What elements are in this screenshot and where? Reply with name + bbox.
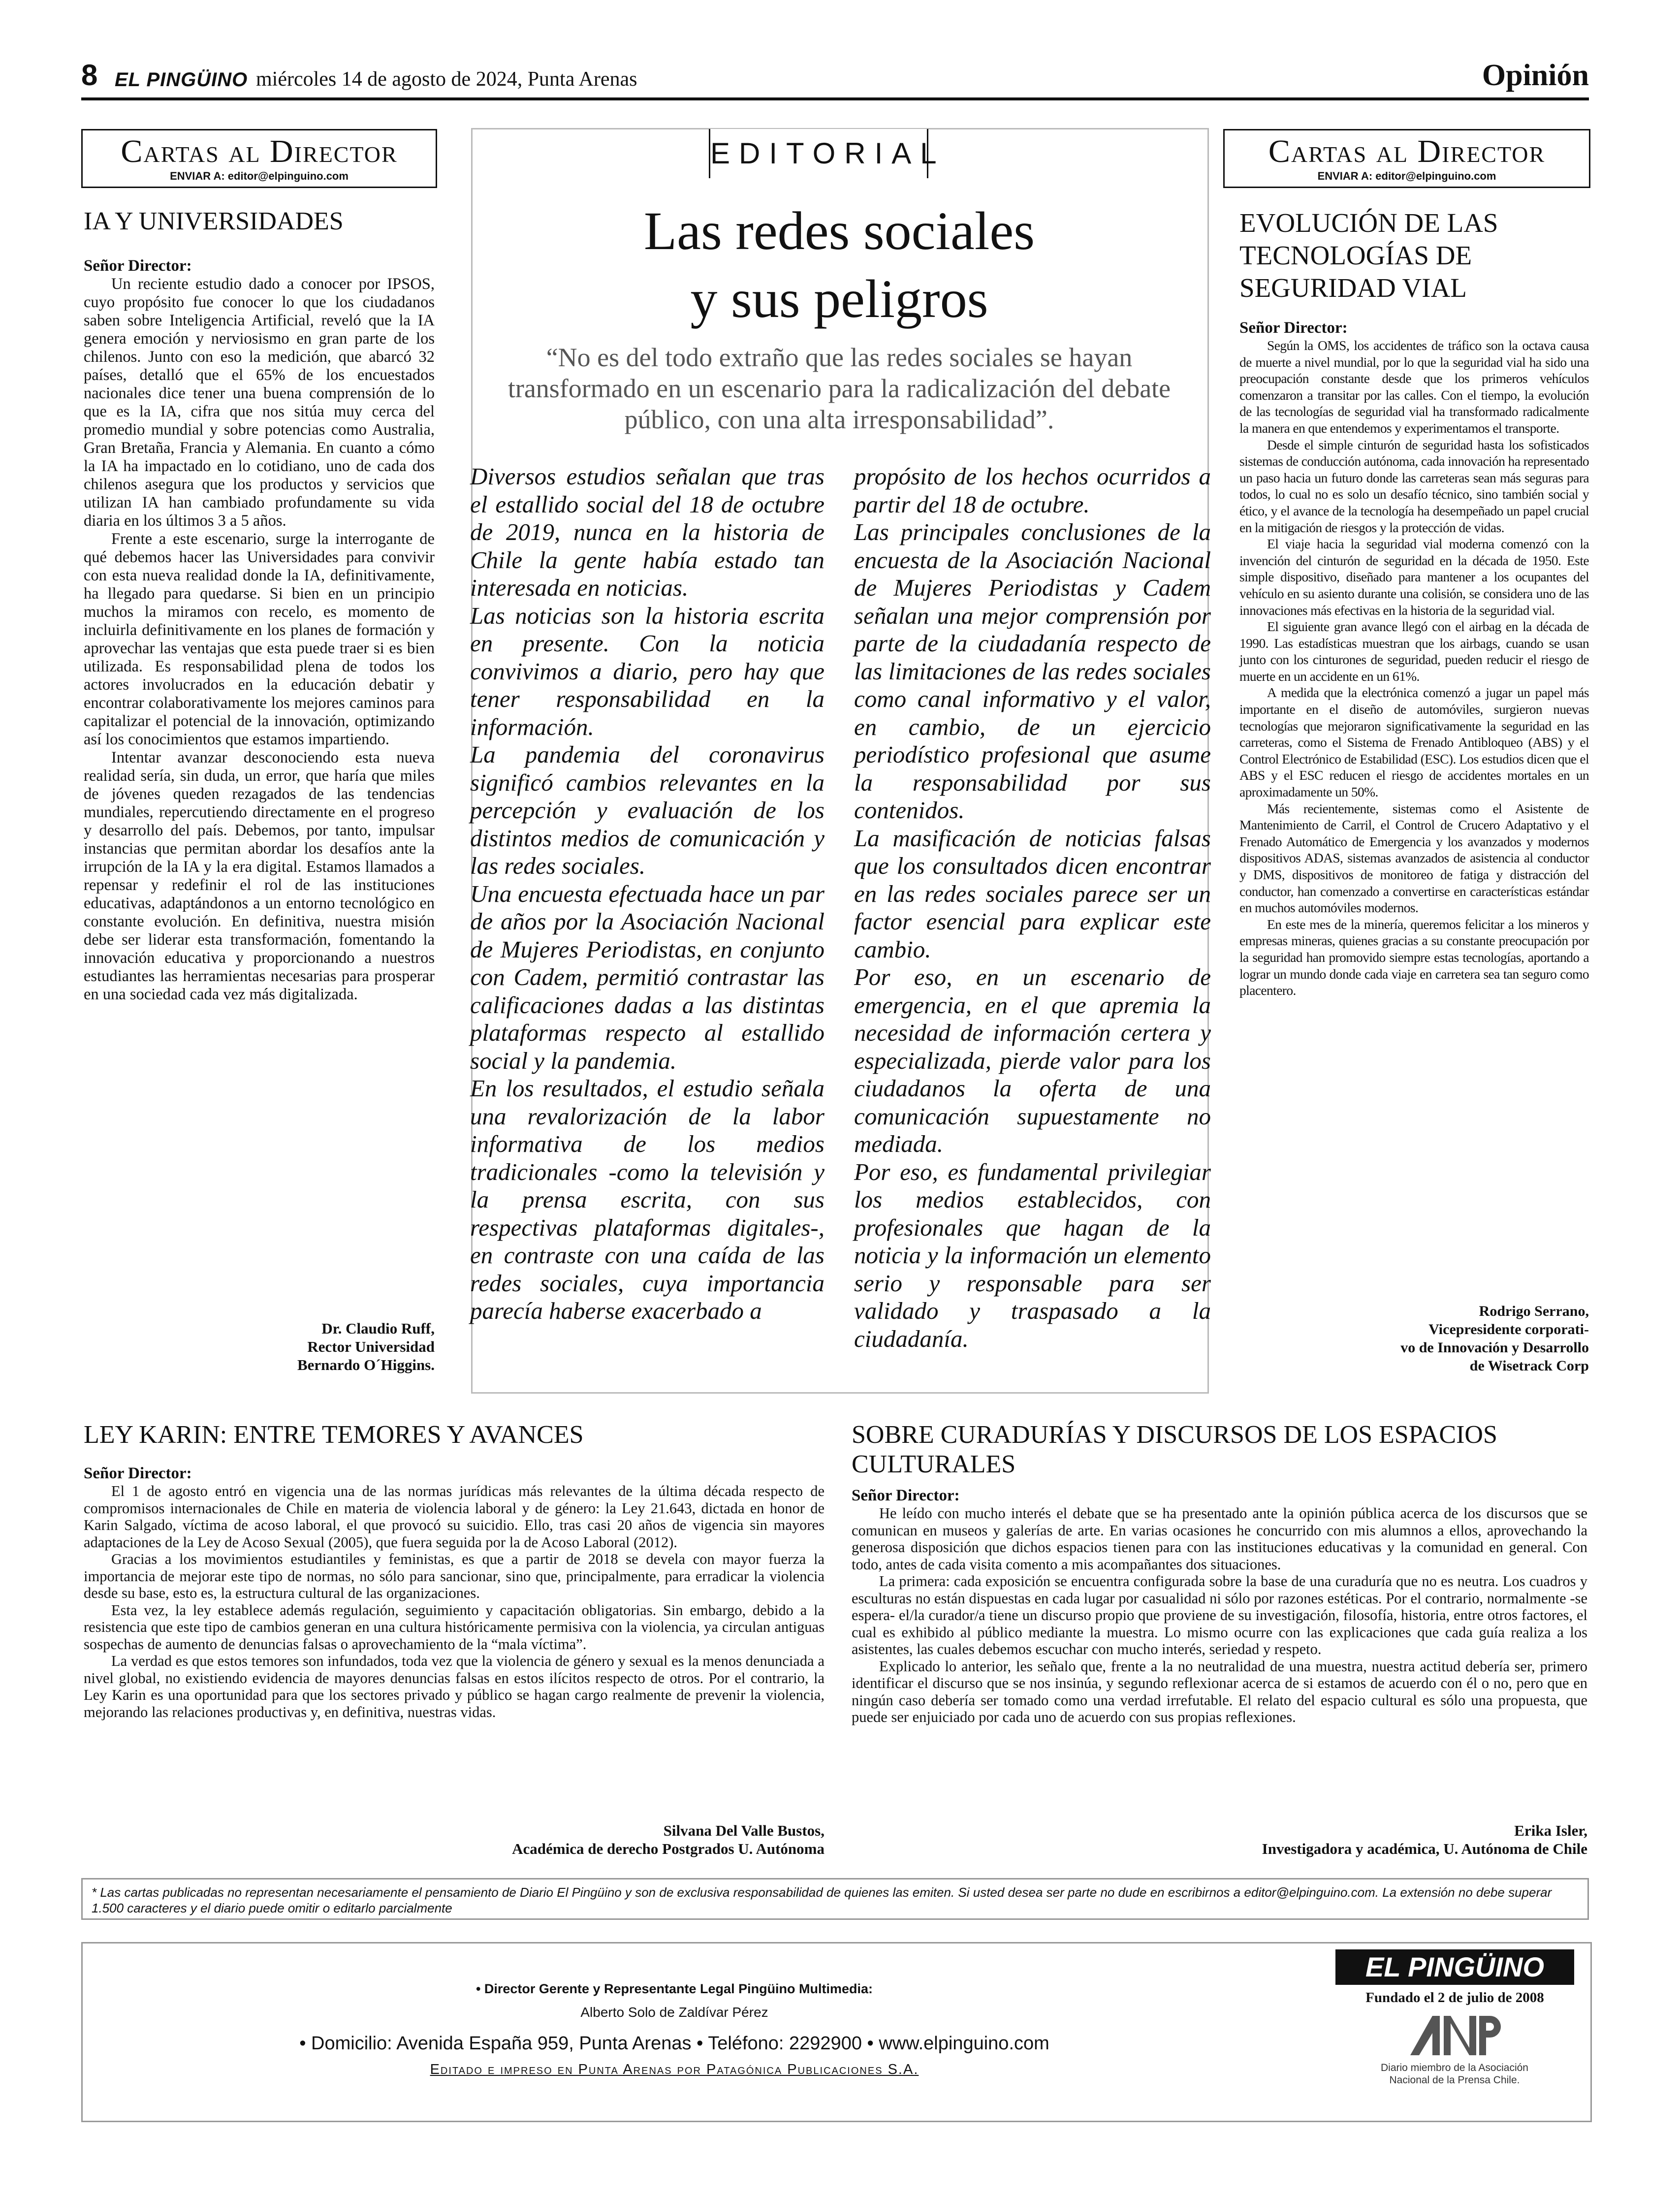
anp-caption-line: Nacional de la Prensa Chile. <box>1389 2074 1520 2086</box>
paragraph: El 1 de agosto entró en vigencia una de las normas jurídicas más relevantes de la última década respecto de compromisos internacionales de Chile en materia de violencia laboral y de género: la Ley 21.643, dictada en honor de Karin Salgado, víctima de acoso laboral, el que provocó su suicidio. Ello, tras casi 20 años de vigencia sin mayores adaptaciones de la Ley de Acoso Sexual (2005), que fuera seguida por la de Acoso Laboral (2012). <box>84 1483 824 1551</box>
letter-title <box>852 1420 1590 1479</box>
paragraph: Según la OMS, los accidentes de tráfico son la octava causa de muerte a nivel mundial, por lo que la seguridad vial ha sido una preocupación constante desde que los primeros vehículos comenzaron a transitar por las calles. Con el tiempo, la evolución de las tecnologías de seguridad vial ha transformado radicalmente la manera en que entendemos y experimentamos el transporte. <box>1239 338 1589 436</box>
cartas-email: ENVIAR A: editor@elpinguino.com <box>1317 170 1496 182</box>
letter-signature <box>84 1319 435 1374</box>
editorial-pull-quote: “No es del todo extraño que las redes sociales se hayan transformado en un escenario para la radicalización del debate público, con una alta irresponsabilidad”. <box>507 343 1171 434</box>
letter-title-line: SOBRE CURADURÍAS Y DISCURSOS DE LOS ESPACIOS <box>852 1421 1497 1449</box>
anp-logo-icon <box>1405 2013 1504 2058</box>
anp-caption-line: Diario miembro de la Asociación <box>1381 2062 1528 2073</box>
editorial-title-line: Las redes sociales <box>643 201 1035 261</box>
signature-line: Erika Isler, <box>1514 1822 1587 1839</box>
signature-line: Rector Universidad <box>307 1338 435 1355</box>
letter-body <box>1239 319 1589 999</box>
director-label: • Director Gerente y Representante Legal Pingüino Multimedia: <box>475 1981 873 1996</box>
letter-title: LEY KARIN: ENTRE TEMORES Y AVANCES <box>84 1421 584 1449</box>
cartas-box-right <box>1223 129 1590 188</box>
salutation: Señor Director: <box>1239 319 1348 337</box>
editorial-paragraph: Una encuesta efectuada hace un par de años por la Asociación Nacional de Mujeres Periodistas, en conjunto con Cadem, permitió contrastar las calificaciones dadas a las distintas plataformas respecto al estallido social y la pandemia. <box>470 880 824 1074</box>
date-line: miércoles 14 de agosto de 2024, Punta Arenas <box>256 68 637 91</box>
editorial-column-1 <box>470 463 824 1325</box>
paragraph: He leído con mucho interés el debate que se ha presentado ante la opinión pública acerca de los discursos que se comunican en museos y galerías de arte. En varias ocasiones he concurrido con mis alumnos a ellos, aprovechando la generosa disposición que dichos espacios tienen para con las instituciones educativas y la comunidad en general. Con todo, antes de cada visita comento a mis acompañantes dos situaciones. <box>852 1505 1587 1573</box>
paragraph: Desde el simple cinturón de seguridad hasta los sofisticados sistemas de conducción autónoma, cada innovación ha representado un paso hacia un futuro donde las carreteras sean más seguras para todos, lo cual no es solo un desafío técnico, sino también social y ético, y el avance de la tecnología ha desempeñado un papel crucial en la mitigación de riesgos y la protección de vidas. <box>1239 437 1589 535</box>
editorial-paragraph: En los resultados, el estudio señala una revalorización de la labor informativa de los medios tradicionales -como la televisión y la prensa escrita, con sus respectivas plataformas digitales-, en contraste con una caída de las redes sociales, cuya importancia parecía haberse exacerbado a <box>470 1075 824 1324</box>
letter-title-line: CULTURALES <box>852 1450 1016 1478</box>
signature-line: Silvana Del Valle Bustos, <box>663 1822 824 1839</box>
paragraph: La primera: cada exposición se encuentra configurada sobre la base de una curaduría que no es neutra. Los cuadros y esculturas no están dispuestas en cada lugar por casualidad ni sólo por razones estéticas. Por el contrario, normalmente -se espera- el/la curador/a tiene un discurso propio que proviene de su investigación, filosofía, historia, entre otros factores, el cual es exhibido al público mediante la muestra. Lo mismo ocurre con las explicaciones que cada guía realiza a los asistentes, las cuales debemos escuchar con mucho interés, seriedad y respeto. <box>852 1573 1587 1657</box>
editorial-paragraph: La pandemia del coronavirus significó cambios relevantes en la percepción y evaluación de los distintos medios de comunicación y las redes sociales. <box>470 741 824 879</box>
signature-line: vo de Innovación y Desarrollo <box>1400 1339 1589 1356</box>
letter-title <box>1239 207 1589 304</box>
letter-title: IA Y UNIVERSIDADES <box>84 207 344 235</box>
fundado-line: Fundado el 2 de julio de 2008 <box>1365 1990 1544 2006</box>
cartas-box-left <box>81 129 437 188</box>
masthead-logo: EL PINGÜINO <box>115 69 248 91</box>
section-title: Opinión <box>1482 59 1589 92</box>
editorial-paragraph: Las noticias son la historia escrita en presente. Con la noticia convivimos a diario, pero hay que tener responsabilidad en la información. <box>470 602 824 740</box>
letter-body <box>84 1465 824 1720</box>
paragraph: El viaje hacia la seguridad vial moderna comenzó con la invención del cinturón de seguridad en la década de 1950. Este simple dispositivo, diseñado para mantener a los ocupantes del vehículo en su asiento durante una colisión, se considera uno de las innovaciones más efectivas en la historia de la seguridad vial. <box>1239 536 1589 618</box>
editorial-paragraph: La masificación de noticias falsas que los consultados dicen encontrar en las redes sociales parece ser un factor esencial para explicar este cambio. <box>854 824 1211 963</box>
editorial-paragraph: Diversos estudios señalan que tras el estallido social del 18 de octubre de 2019, nunca en la historia de Chile la gente había estado tan interesada en noticias. <box>470 463 824 601</box>
editorial-paragraph: Las principales conclusiones de la encuesta de la Asociación Nacional de Mujeres Periodistas y Cadem señalan una mejor comprensión por parte de la ciudadanía respecto de las limitaciones de las redes sociales como canal informativo y el valor, en cambio, de un ejercicio periodístico profesional que asume la responsabilidad por sus contenidos. <box>854 518 1211 824</box>
contact-line: • Domicilio: Avenida España 959, Punta Arenas • Teléfono: 2292900 • www.elpinguino.com <box>299 2033 1049 2054</box>
salutation: Señor Director: <box>852 1487 960 1504</box>
editorial-paragraph: Por eso, en un escenario de emergencia, en el que apremia la necesidad de información certera y especializada, pierde valor para los ciudadanos la oferta de una comunicación supuestamente no mediada. <box>854 963 1211 1157</box>
paragraph: Gracias a los movimientos estudiantiles y feministas, es que a partir de 2018 se devela con mayor fuerza la importancia de mejorar este tipo de normas, no sólo para sancionar, sino que, principalmente, para erradicar la violencia desde su base, esto es, la estructura cultural de las organizaciones. <box>84 1551 824 1601</box>
paragraph: La verdad es que estos temores son infundados, toda vez que la violencia de género y sexual es la menos denunciada a nivel global, no existiendo evidencia de mayores denuncias falsas en estos ilícitos respecto de otros. Por el contrario, la Ley Karin es una oportunidad para que los sectores privado y público se hagan cargo realmente de prevenir la violencia, mejorando las relaciones productivas y, en definitiva, nuestras vidas. <box>84 1653 824 1720</box>
signature-line: Bernardo O´Higgins. <box>297 1356 435 1373</box>
signature-line: Rodrigo Serrano, <box>1479 1303 1589 1319</box>
cartas-email: ENVIAR A: editor@elpinguino.com <box>170 170 349 182</box>
letter-signature <box>852 1821 1587 1858</box>
paragraph: Un reciente estudio dado a conocer por IPSOS, cuyo propósito fue conocer lo que los ciudadanos saben sobre Inteligencia Artificial, reveló que la IA genera emoción y nerviosismo en gran parte de los chilenos. Junto con eso la medición, que abarcó 32 países, detalló que el 65% de los encuestados nacionales dice tener una buena comprensión de lo que es la IA, cifra que nos sitúa muy cerca del promedio mundial y sobre potencias como Australia, Gran Bretaña, Francia y Alemania. En cuanto a cómo la IA ha impactado en lo cotidiano, uno de cada dos chilenos asegura que los productos y servicios que utilizan IA han cambiado profundamente su vida diaria en los últimos 3 a 5 años. <box>84 275 435 530</box>
page-number: 8 <box>81 59 98 92</box>
paragraph: En este mes de la minería, queremos felicitar a los mineros y empresas mineras, quienes gracias a su constante preocupación por la seguridad han promovido siempre estas tecnologías, aportando a lograr un mundo donde cada viaje en carretera sea tan seguro como placentero. <box>1239 916 1589 998</box>
paragraph: Más recientemente, sistemas como el Asistente de Mantenimiento de Carril, el Control de Crucero Adaptativo y el Frenado Automático de Emergencia y los avanzados y modernos dispositivos ADAS, sistemas avanzados de asistencia al conductor y DMS, dispositivos de monitoreo de fatiga y distracción del conductor, han comenzado a convertirse en características estándar en muchos automóviles modernos. <box>1239 800 1589 916</box>
paragraph: Frente a este escenario, surge la interrogante de qué debemos hacer las Universidades para convivir con esta nueva realidad donde la IA, definitivamente, ha llegado para quedarse. Si bien en un principio muchos la miramos con recelo, es momento de incluirla definitivamente en los planes de formación y aprovechar las ventajas que esta puede traer si es bien utilizada. Es responsabilidad plena de todos los actores involucrados en la educación debatir y encontrar colaborativamente los mejores caminos para capitalizar el potencial de la innovación, optimizando así los conocimientos que estamos impartiendo. <box>84 530 435 748</box>
paragraph: Explicado lo anterior, les señalo que, frente a la no neutralidad de una muestra, nuestra actitud debería ser, primero identificar el discurso que se nos insinúa, y segundo reflexionar acerca de si estamos de acuerdo con él o no, pero que en ningún caso debería ser tomado como una verdad irrefutable. El relato del espacio cultural es sólo una propuesta, que puede ser enjuiciado por cada uno de acuerdo con sus propias reflexiones. <box>852 1657 1587 1725</box>
editorial-column-2 <box>854 463 1211 1353</box>
letter-title-line: SEGURIDAD VIAL <box>1239 273 1467 303</box>
el-pinguino-logo: EL PINGÜINO <box>1335 1949 1574 1985</box>
editorial-paragraph: propósito de los hechos ocurridos a partir del 18 de octubre. <box>854 463 1211 518</box>
cartas-title: Cartas al Director <box>121 133 398 169</box>
letter-signature <box>84 1821 824 1858</box>
signature-line: Dr. Claudio Ruff, <box>321 1320 435 1337</box>
anp-caption <box>1329 2062 1580 2086</box>
letter-body <box>84 257 435 1004</box>
paragraph: A medida que la electrónica comenzó a jugar un papel más importante en el diseño de automóviles, surgieron nuevas tecnologías que mejoraron significativamente la seguridad en las carreteras, como el Sistema de Frenado Antibloqueo (ABS) y el Control Electrónico de Estabilidad (ESC). Los estudios dicen que el ABS y el ESC reducen el riesgo de accidentes mortales en un aproximadamente un 50%. <box>1239 685 1589 800</box>
paragraph: El siguiente gran avance llegó con el airbag en la década de 1990. Las estadísticas muestran que los airbags, cuando se usan junto con los cinturones de seguridad, pueden reducir el riesgo de muerte en un accidente en un 61%. <box>1239 619 1589 684</box>
signature-line: Vicepresidente corporati- <box>1428 1321 1589 1338</box>
editorial-paragraph: Por eso, es fundamental privilegiar los medios establecidos, con profesionales que hagan de la noticia y la información un elemento serio y responsable para ser validado y traspasado a la ciudadanía. <box>854 1158 1211 1352</box>
letter-signature <box>1231 1302 1589 1375</box>
signature-line: Investigadora y académica, U. Autónoma de Chile <box>1262 1840 1587 1857</box>
header-rule <box>81 97 1589 100</box>
signature-line: Académica de derecho Postgrados U. Autónoma <box>512 1840 824 1857</box>
editorial-title <box>473 197 1206 333</box>
letter-body <box>852 1487 1587 1726</box>
publisher-line: Editado e impreso en Punta Arenas por Patagónica Publicaciones S.A. <box>430 2062 919 2077</box>
signature-line: de Wisetrack Corp <box>1469 1358 1589 1374</box>
disclaimer-footnote: * Las cartas publicadas no representan necesariamente el pensamiento de Diario El Pingüino y son de exclusiva responsabilidad de quienes las emiten. Si usted desea ser parte no dude en escribirnos a editor@elpinguino.com. La extensión no debe superar 1.500 caracteres y el diario puede omitir o editarlo parcialmente <box>81 1878 1589 1920</box>
cartas-title: Cartas al Director <box>1268 133 1546 169</box>
salutation: Señor Director: <box>84 257 192 275</box>
editorial-label: EDITORIAL <box>709 129 928 178</box>
director-name: Alberto Solo de Zaldívar Pérez <box>580 2005 768 2020</box>
paragraph: Intentar avanzar desconociendo esta nueva realidad sería, sin duda, un error, que haría que miles de jóvenes queden rezagados de las tendencias mundiales, repercutiendo directamente en el progreso y desarrollo del país. Debemos, por tanto, impulsar instancias que permitan abordar los desafíos ante la irrupción de la IA y la era digital. Estamos llamados a repensar y redefinir el rol de las instituciones educativas, adaptándonos a un entorno tecnológico en constante evolución. En definitiva, nuestra misión debe ser liderar esta transformación, fomentando la innovación educativa y proporcionando a nuestros estudiantes las herramientas necesarias para prosperar en una sociedad cada vez más digitalizada. <box>84 749 435 1003</box>
letter-title-line: EVOLUCIÓN DE LAS <box>1239 208 1498 238</box>
editorial-title-line: y sus peligros <box>690 269 988 329</box>
letter-title-line: TECNOLOGÍAS DE <box>1239 240 1472 270</box>
salutation: Señor Director: <box>84 1465 192 1482</box>
paragraph: Esta vez, la ley establece además regulación, seguimiento y capacitación obligatorias. Sin embargo, debido a la resistencia que este tipo de cambios generan en una cultura históricamente permisiva con la violencia, ya circulan antiguas sospechas de aumento de denuncias falsas o aprovechamiento de la “mala víctima”. <box>84 1601 824 1653</box>
